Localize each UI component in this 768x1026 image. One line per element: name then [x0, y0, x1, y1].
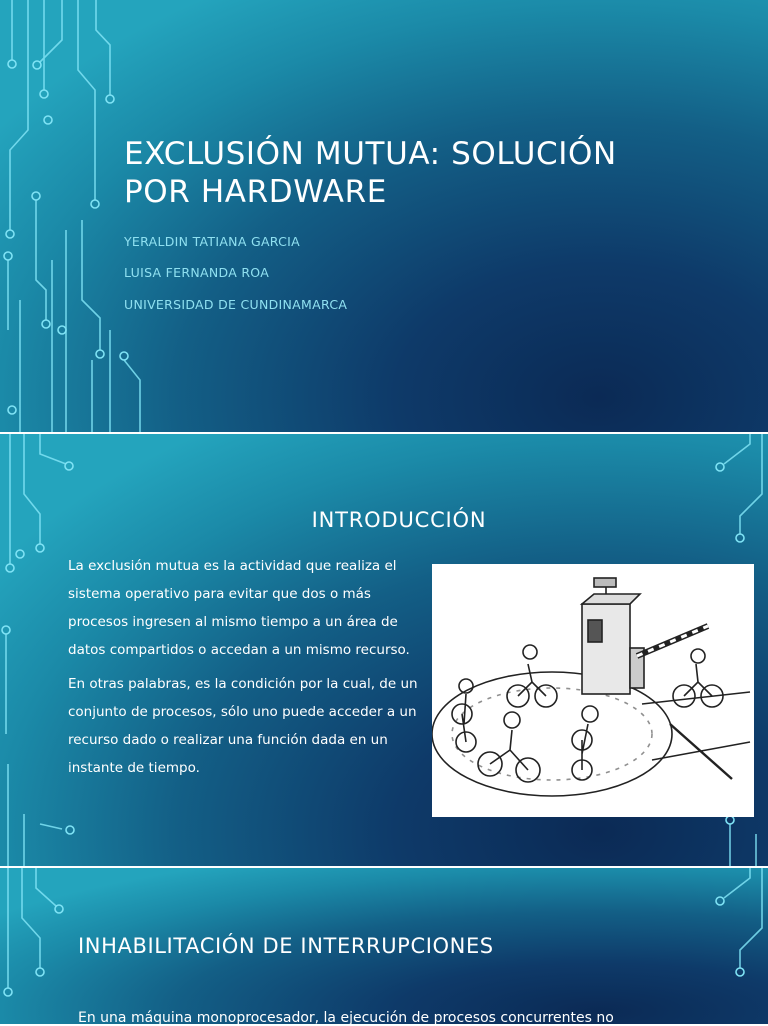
circuit-decoration-left — [0, 868, 70, 1024]
paragraph-1: La exclusión mutua es la actividad que realiza el sistema operativo para evitar que dos o más procesos ingresen al mismo tiempo a un área de datos compartidos o accedan a un mismo recurso. — [68, 558, 410, 658]
title-line-1: EXCLUSIÓN MUTUA: SOLUCIÓN — [124, 136, 617, 172]
circuit-decoration — [0, 0, 160, 432]
institution: UNIVERSIDAD DE CUNDINAMARCA — [124, 297, 348, 312]
slide-heading: INTRODUCCIÓN — [311, 508, 487, 532]
circuit-decoration-right — [710, 868, 768, 1024]
slide-heading-3: INHABILITACIÓN DE INTERRUPCIONES — [78, 934, 494, 958]
author-1: YERALDIN TATIANA GARCIA — [124, 234, 301, 249]
title-line-2: POR HARDWARE — [124, 174, 387, 210]
bicycle-illustration — [432, 564, 754, 817]
intro-text — [68, 552, 428, 788]
intro-slide — [0, 434, 768, 866]
paragraph-2: En otras palabras, es la condición por la cual, de un conjunto de procesos, sólo uno puede acceder a un recurso dado o realizar una función dada en un instante de tiempo. — [68, 676, 418, 776]
author-2: LUISA FERNANDA ROA — [124, 265, 270, 280]
title-slide — [0, 0, 768, 432]
partial-paragraph: En una máquina monoprocesador, la ejecución de procesos concurrentes no — [78, 1010, 614, 1026]
presentation-title — [124, 135, 684, 211]
